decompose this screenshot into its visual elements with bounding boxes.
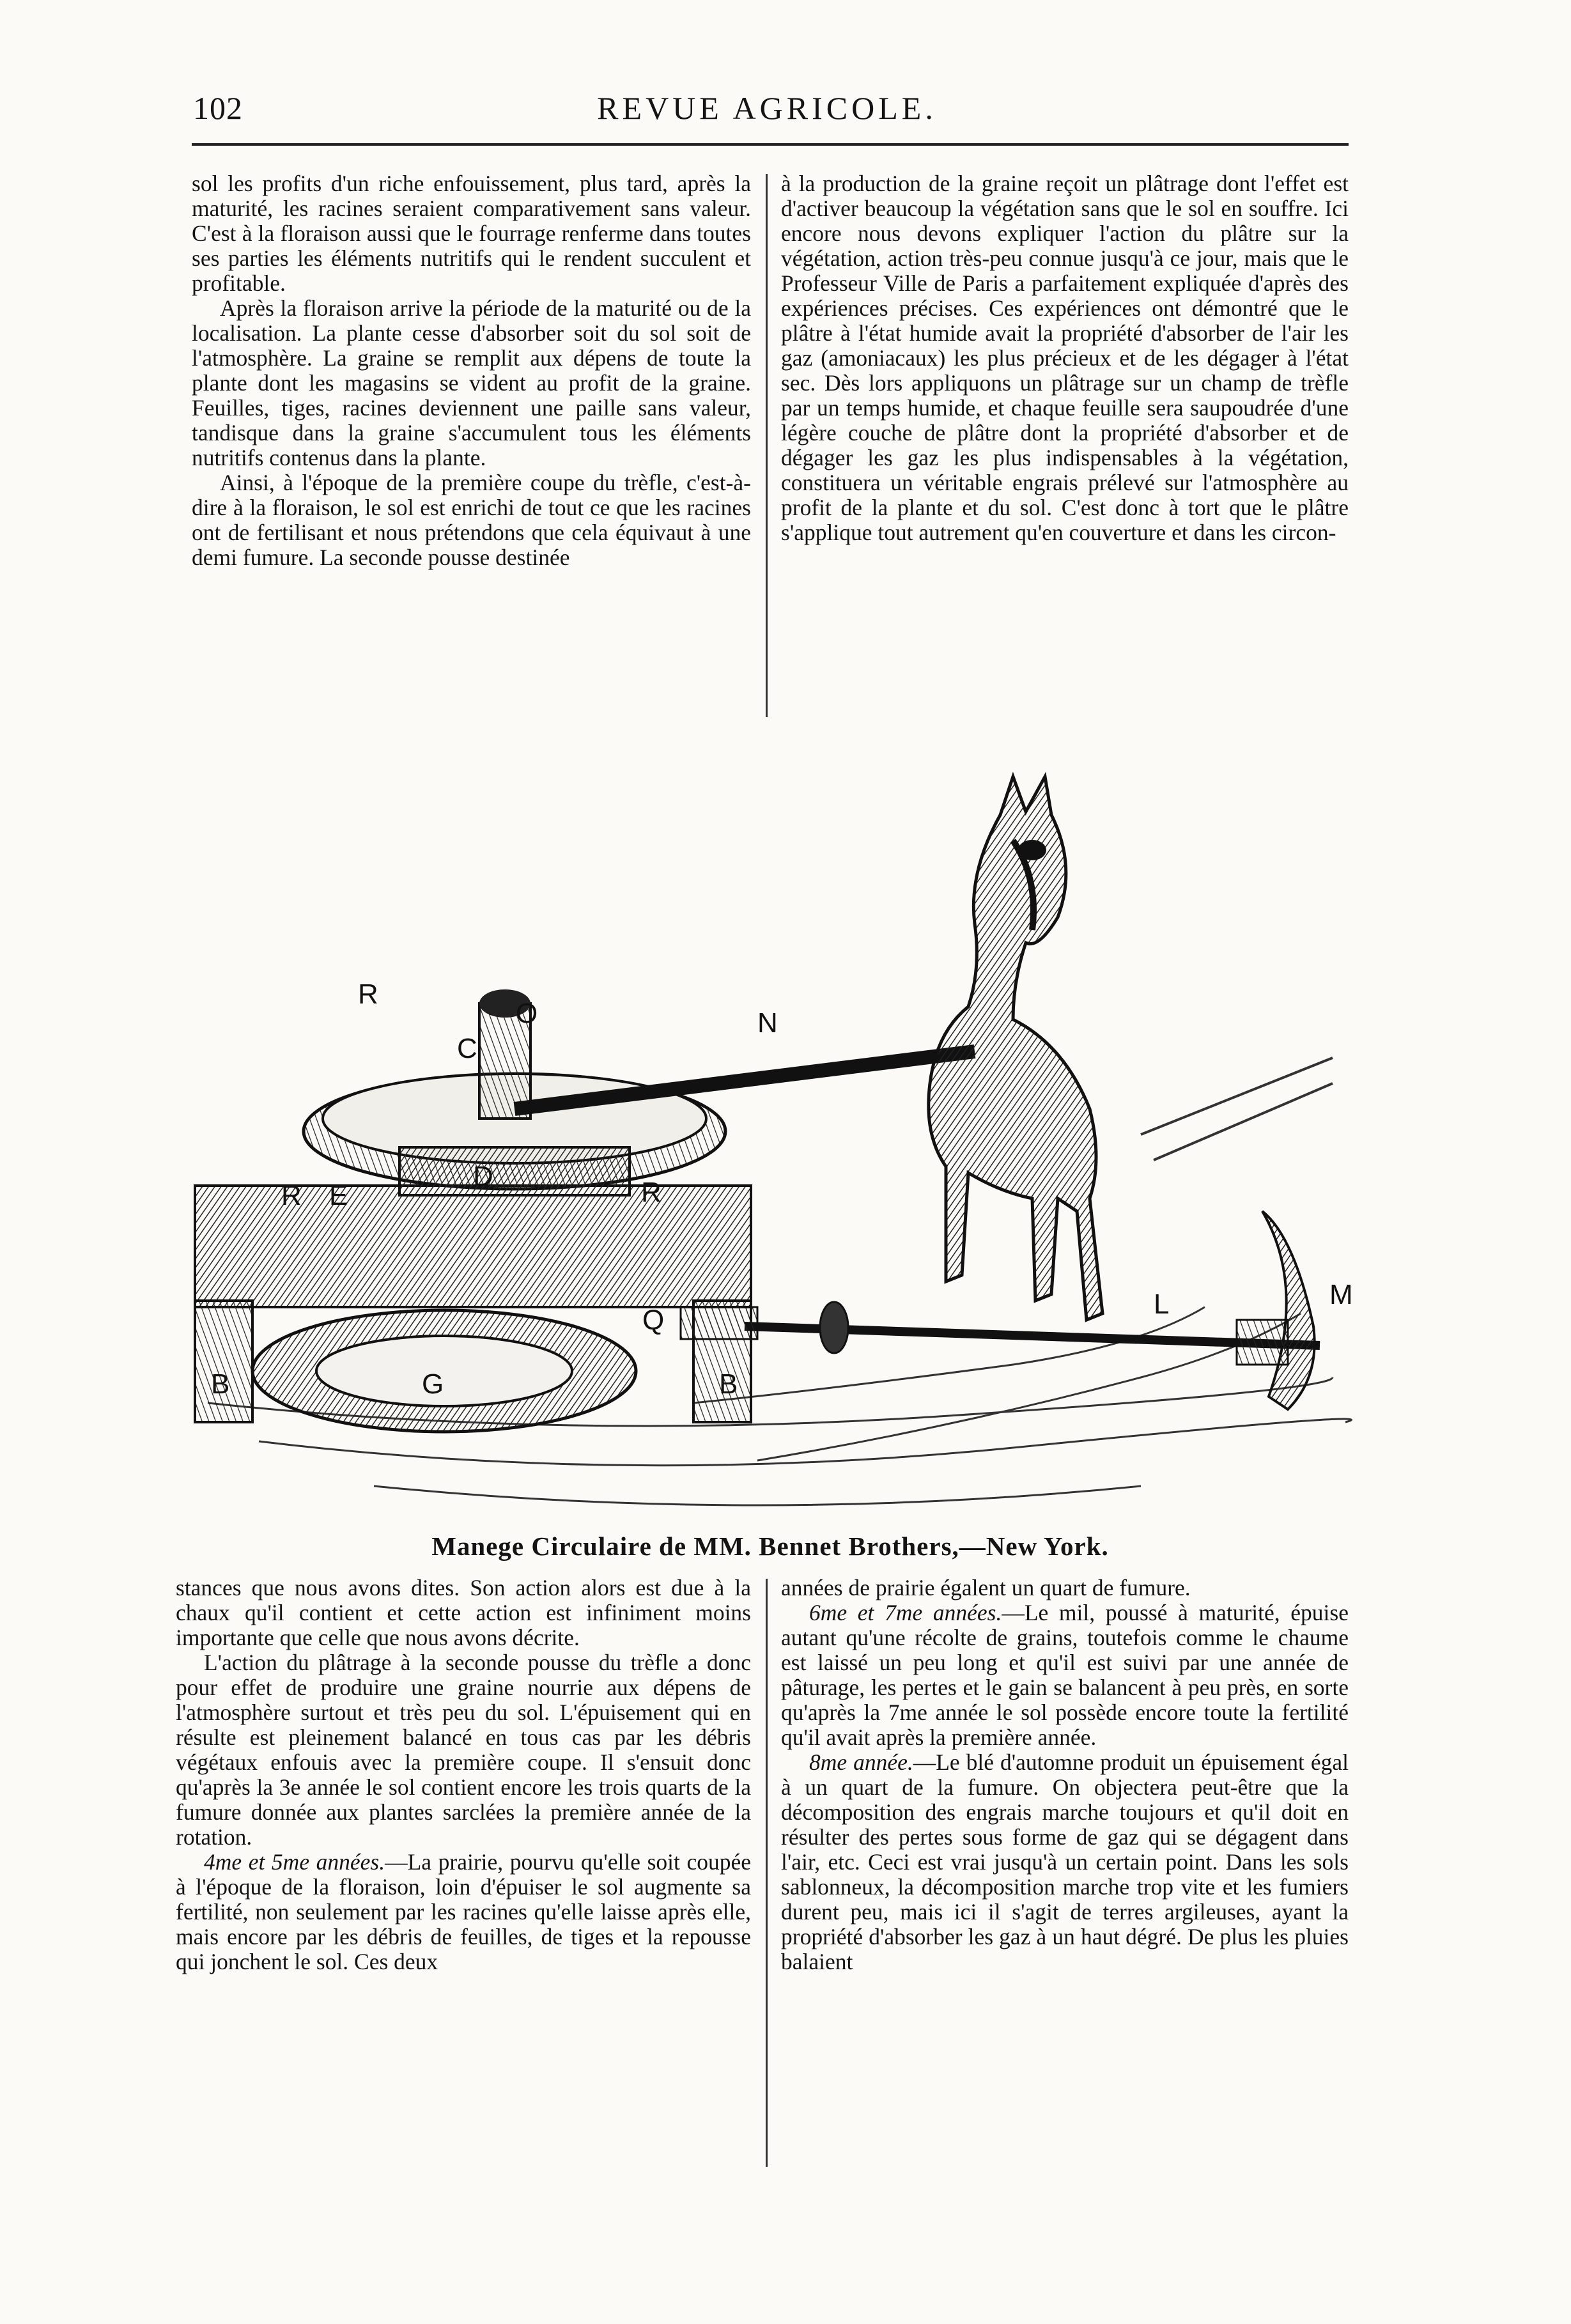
label-d: D [473, 1161, 493, 1192]
label-q: Q [642, 1305, 665, 1336]
column-bottom-right [781, 1576, 1349, 2173]
page-header [185, 89, 1349, 134]
label-b-right: B [719, 1368, 738, 1400]
column-bottom-left [176, 1576, 751, 2173]
label-m: M [1329, 1279, 1353, 1310]
label-l: L [1154, 1289, 1170, 1320]
paragraph-text: —La prairie, pourvu qu'elle soit coupée à l'époque de la floraison, loin d'épuiser le sol augmente sa fertilité, non seulement par les racines qu'elle laisse après elle, mais encore par les débris de feuilles, de tiges et la repousse qui jonchent le sol. Ces deux [176, 1849, 751, 1974]
column-top-left [192, 171, 751, 721]
label-b-left: B [211, 1368, 230, 1400]
label-o: O [516, 998, 538, 1029]
paragraph [781, 1750, 1349, 1974]
header-rule [192, 143, 1349, 146]
section-label: 6me et 7me années. [809, 1600, 1002, 1625]
paragraph: Ainsi, à l'époque de la première coupe du trèfle, c'est-à-dire à la floraison, le sol est enrichi de tout ce que les racines ont de fertilisant et nous prétendons que cela équivaut à une demi fumure. La seconde pousse destinée [192, 470, 751, 570]
paragraph-text: —Le mil, poussé à maturité, épuise autant qu'une récolte de grains, toutefois comme le chaume est laissé un peu long et qu'il est suivi par une année de pâturage, les pertes et le gain se balancent à peu près, en sorte qu'après la 7me année le sol possède encore toute la fertilité qu'il avait après la première année. [781, 1600, 1349, 1750]
paragraph: à la production de la graine reçoit un plâtrage dont l'effet est d'activer beaucoup la végétation sans que le sol en souffre. Ici encore nous devons expliquer l'action du plâtre sur la végétation, action très-peu connue jusqu'à ce jour, mais que le Professeur Ville de Paris a parfaitement expliquée d'après des expériences précises. Ces expériences ont démontré que le plâtre à l'état humide avait la propriété d'absorber de l'air les gaz (amoniacaux) les plus précieux et de les dégager à l'état sec. Dès lors appliquons un plâtrage sur un champ de trèfle par un temps humide, et chaque feuille sera saupoudrée d'une légère couche de plâtre dont la propriété d'absorber et de dégager les gaz les plus indispensables à la végétation, constituera un véritable engrais prélevé sur l'atmosphère au profit de la plante et du sol. C'est donc à tort que le plâtre s'applique tout autrement qu'en couverture et dans les circon- [781, 171, 1349, 545]
label-r-left: R [281, 1180, 302, 1211]
label-g: G [422, 1368, 444, 1400]
horse [929, 777, 1103, 1320]
label-e: E [329, 1180, 348, 1211]
wheel-m [1262, 1211, 1315, 1409]
paragraph [781, 1600, 1349, 1750]
base-frame [195, 1186, 751, 1307]
column-top-right [781, 171, 1349, 721]
column-divider [766, 1579, 768, 2167]
running-title: REVUE AGRICOLE. [597, 90, 937, 126]
paragraph-text: —Le blé d'automne produit un épuisement égal à un quart de la fumure. On objectera peut-être que la décomposition des engrais marche toujours et qu'il doit en résulter des pertes sous forme de gaz qui se dégagent dans l'air, etc. Ceci est vrai jusqu'à un certain point. Dans les sols sablonneux, la décomposition marche trop vite et les fumiers durent peu, mais ici il s'agit de terres argileuses, ayant la propriété d'absorber les gaz à un haut dégré. De plus les pluies balaient [781, 1749, 1349, 1974]
section-label: 8me année. [809, 1749, 913, 1775]
paragraph: années de prairie égalent un quart de fumure. [781, 1575, 1191, 1600]
page-number: 102 [193, 90, 243, 126]
paragraph [176, 1850, 751, 1974]
section-label: 4me et 5me années. [204, 1849, 385, 1875]
paragraph: L'action du plâtrage à la seconde pousse du trèfle a donc pour effet de produire une graine nourrie aux dépens de l'atmosphère surtout et très peu du sol. L'épuisement qui en résulte est pleinement balancé en tous cas par les débris végétaux enfouis avec la première coupe. Il s'ensuit donc qu'après la 3e année le sol contient encore les trois quarts de la fumure donnée aux plantes sarclées la première année de la rotation. [176, 1650, 751, 1850]
figure-caption: Manege Circulaire de MM. Bennet Brothers,—New York. [431, 1531, 1109, 1561]
label-r-top: R [358, 979, 378, 1010]
column-divider [766, 174, 768, 717]
label-r-right: R [641, 1177, 662, 1208]
engraving-figure [182, 751, 1361, 1544]
label-c: C [457, 1033, 477, 1064]
horse-power-machine-illustration [182, 751, 1361, 1544]
paragraph: sol les profits d'un riche enfouissement, plus tard, après la maturité, les racines seraient comparativement sans valeur. C'est à la floraison aussi que le fourrage renferme dans toutes ses parties les éléments nutritifs qui le rendent succulent et profitable. [192, 171, 751, 296]
paragraph: Après la floraison arrive la période de la maturité ou de la localisation. La plante cesse d'absorber soit du sol soit de l'atmosphère. La graine se remplit aux dépens de toute la plante dont les magasins se vident au profit de la graine. Feuilles, tiges, racines deviennent une paille sans valeur, tandisque dans la graine s'accumulent tous les éléments nutritifs contenus dans la plante. [192, 295, 751, 470]
label-n: N [757, 1007, 778, 1039]
center-drum-d [399, 1147, 630, 1195]
paragraph: stances que nous avons dites. Son action alors est due à la chaux qu'il contient et cette action est infiniment moins importante que celle que nous avons décrite. [176, 1575, 751, 1650]
left-post [195, 1301, 252, 1422]
